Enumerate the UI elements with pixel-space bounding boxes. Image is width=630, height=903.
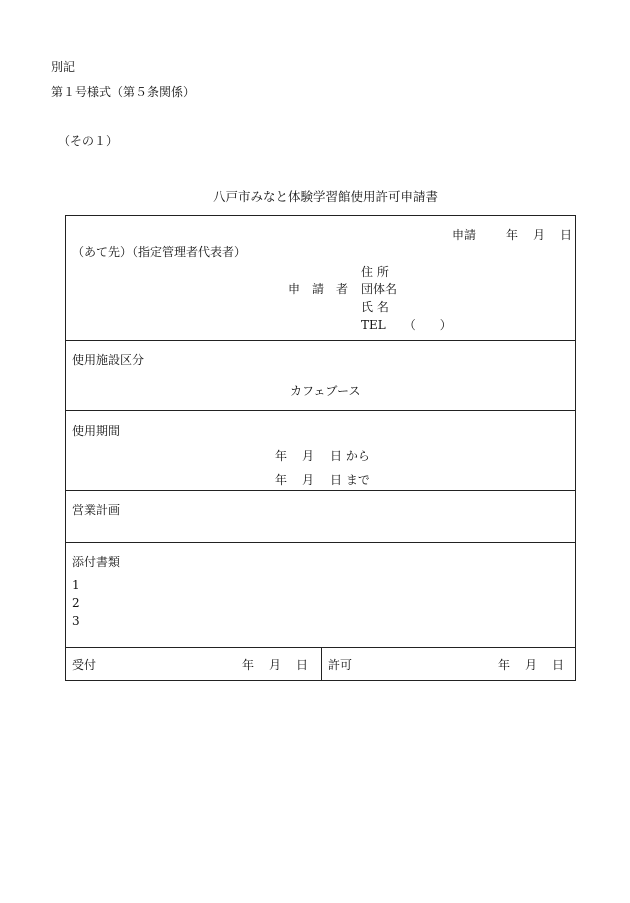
field-name: 氏 名 [361, 300, 389, 314]
attachments-label: 添付書類 [72, 555, 121, 569]
footer-divider [321, 647, 322, 681]
application-form [65, 215, 576, 681]
form-part: （その１） [58, 134, 119, 148]
facility-value: カフェブース [290, 384, 361, 398]
period-to-year: 年 [275, 473, 288, 487]
bekki-label: 別記 [51, 60, 76, 74]
period-to-month: 月 [302, 473, 315, 487]
application-date-year: 年 [506, 228, 519, 242]
period-from-year: 年 [275, 449, 288, 463]
period-from-month: 月 [302, 449, 315, 463]
divider [66, 490, 575, 491]
attachment-item: 3 [72, 614, 80, 628]
period-label: 使用期間 [72, 424, 121, 438]
form-number: 第１号様式（第５条関係） [51, 85, 196, 99]
permit-day: 日 [552, 658, 565, 672]
receipt-label: 受付 [72, 658, 97, 672]
field-tel: TEL （ ） [361, 318, 452, 332]
field-group-name: 団体名 [361, 282, 398, 296]
divider [66, 410, 575, 411]
divider [66, 542, 575, 543]
attachment-item: 2 [72, 596, 80, 610]
period-from-day: 日 から [330, 449, 370, 463]
receipt-year: 年 [242, 658, 255, 672]
application-date-label: 申請 [452, 228, 477, 242]
permit-label: 許可 [328, 658, 353, 672]
facility-label: 使用施設区分 [72, 353, 145, 367]
permit-year: 年 [498, 658, 511, 672]
period-to-day: 日 まで [330, 473, 370, 487]
addressee: （あて先）（指定管理者代表者） [72, 245, 247, 259]
application-date-month: 月 [533, 228, 546, 242]
permit-month: 月 [525, 658, 538, 672]
receipt-month: 月 [269, 658, 282, 672]
application-date-day: 日 [560, 228, 573, 242]
business-plan-label: 営業計画 [72, 503, 121, 517]
field-address: 住 所 [361, 265, 389, 279]
attachment-item: 1 [72, 578, 80, 592]
divider [66, 340, 575, 341]
applicant-label: 申 請 者 [288, 282, 349, 296]
document-title: 八戸市みなと体験学習館使用許可申請書 [213, 189, 439, 204]
receipt-day: 日 [296, 658, 309, 672]
